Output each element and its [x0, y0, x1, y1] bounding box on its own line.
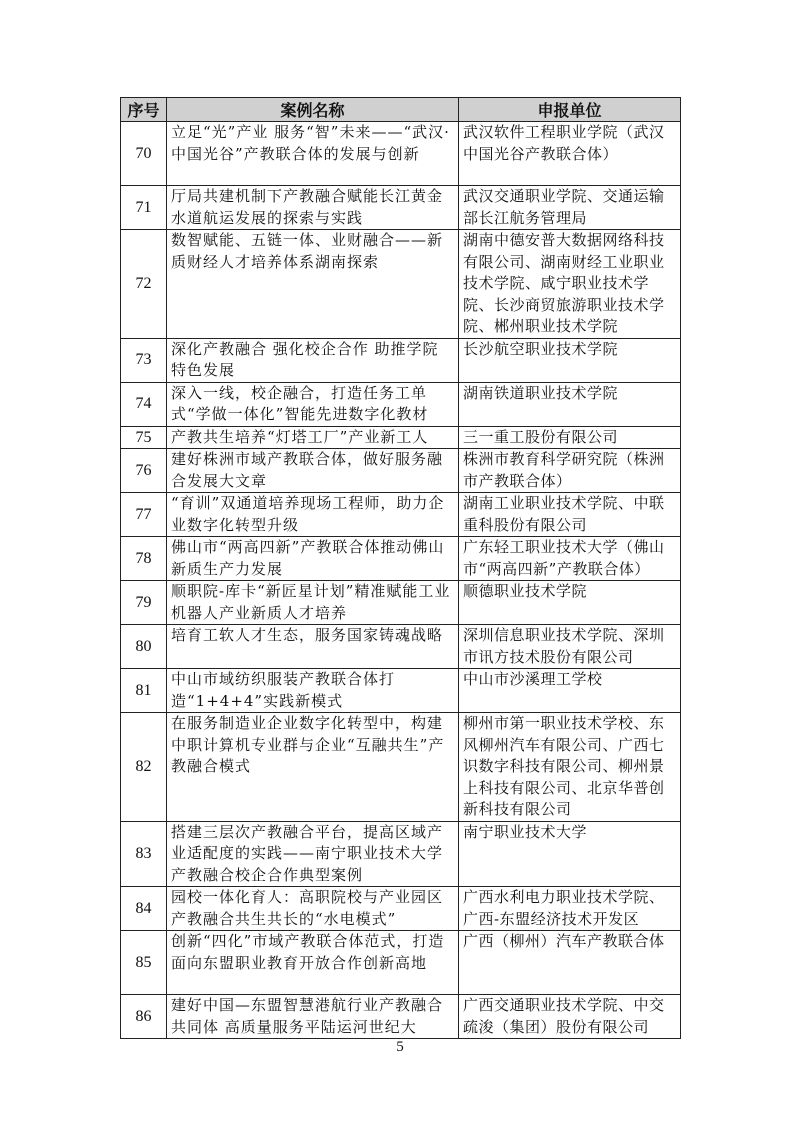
applicant-unit: 广西交通职业技术学院、中交疏浚（集团）股份有限公司	[459, 995, 681, 1039]
row-number: 86	[121, 995, 167, 1039]
applicant-unit: 长沙航空职业技术学院	[459, 338, 681, 382]
applicant-unit: 中山市沙溪理工学校	[459, 669, 681, 713]
applicant-unit: 顺德职业技术学院	[459, 581, 681, 625]
row-number: 77	[121, 493, 167, 537]
row-number: 73	[121, 338, 167, 382]
case-name: 深入一线，校企融合，打造任务工单式“学做一体化”智能先进数字化教材	[167, 382, 459, 426]
table-header-row	[121, 98, 681, 122]
table-row	[121, 887, 681, 931]
header-number: 序号	[121, 98, 167, 122]
table-row	[121, 713, 681, 822]
applicant-unit: 湖南工业职业技术学院、中联重科股份有限公司	[459, 493, 681, 537]
applicant-unit: 广西（柳州）汽车产教联合体	[459, 931, 681, 995]
page-number: 5	[396, 1039, 404, 1055]
applicant-unit: 广东轻工职业技术大学（佛山市“两高四新”产教联合体）	[459, 537, 681, 581]
row-number: 79	[121, 581, 167, 625]
table-row	[121, 122, 681, 186]
applicant-unit: 湖南铁道职业技术学院	[459, 382, 681, 426]
table-row	[121, 995, 681, 1039]
table-row	[121, 493, 681, 537]
applicant-unit: 深圳信息职业技术学院、深圳市讯方技术股份有限公司	[459, 625, 681, 669]
row-number: 74	[121, 382, 167, 426]
case-name: 厅局共建机制下产教融合赋能长江黄金水道航运发展的探索与实践	[167, 186, 459, 230]
case-name: 建好中国—东盟智慧港航行业产教融合共同体 高质量服务平陆运河世纪大	[167, 995, 459, 1039]
case-name: 数智赋能、五链一体、业财融合——新质财经人才培养体系湖南探索	[167, 230, 459, 339]
case-name: “育训”双通道培养现场工程师，助力企业数字化转型升级	[167, 493, 459, 537]
row-number: 72	[121, 230, 167, 339]
applicant-unit: 湖南中德安普大数据网络科技有限公司、湖南财经工业职业技术学院、咸宁职业技术学院、长沙商贸旅游职业技术学院、郴州职业技术学院	[459, 230, 681, 339]
case-name: 搭建三层次产教融合平台，提高区域产业适配度的实践——南宁职业技术大学产教融合校企合作典型案例	[167, 821, 459, 887]
case-name: 立足“光”产业 服务“智”未来——“武汉·中国光谷”产教联合体的发展与创新	[167, 122, 459, 186]
row-number: 70	[121, 122, 167, 186]
case-table	[120, 97, 681, 1039]
applicant-unit: 株洲市教育科学研究院（株洲市产教联合体）	[459, 449, 681, 493]
table-row	[121, 537, 681, 581]
row-number: 76	[121, 449, 167, 493]
header-case-name: 案例名称	[167, 98, 459, 122]
row-number: 81	[121, 669, 167, 713]
table-row	[121, 581, 681, 625]
applicant-unit: 三一重工股份有限公司	[459, 426, 681, 449]
table-row	[121, 186, 681, 230]
case-name: 佛山市“两高四新”产教联合体推动佛山新质生产力发展	[167, 537, 459, 581]
table-row	[121, 669, 681, 713]
row-number: 80	[121, 625, 167, 669]
table-row	[121, 338, 681, 382]
row-number: 85	[121, 931, 167, 995]
applicant-unit: 武汉软件工程职业学院（武汉中国光谷产教联合体）	[459, 122, 681, 186]
case-name: 创新“四化”市域产教联合体范式，打造面向东盟职业教育开放合作创新高地	[167, 931, 459, 995]
table-row	[121, 821, 681, 887]
applicant-unit: 武汉交通职业学院、交通运输部长江航务管理局	[459, 186, 681, 230]
case-name: 深化产教融合 强化校企合作 助推学院特色发展	[167, 338, 459, 382]
case-name: 培育工软人才生态，服务国家铸魂战略	[167, 625, 459, 669]
case-name: 园校一体化育人：高职院校与产业园区产教融合共生共长的“水电模式”	[167, 887, 459, 931]
case-name: 顺职院-库卡“新匠星计划”精准赋能工业机器人产业新质人才培养	[167, 581, 459, 625]
applicant-unit: 南宁职业技术大学	[459, 821, 681, 887]
header-applicant-unit: 申报单位	[459, 98, 681, 122]
row-number: 78	[121, 537, 167, 581]
applicant-unit: 广西水利电力职业技术学院、广西-东盟经济技术开发区	[459, 887, 681, 931]
row-number: 75	[121, 426, 167, 449]
case-name: 产教共生培养“灯塔工厂”产业新工人	[167, 426, 459, 449]
row-number: 82	[121, 713, 167, 822]
table-row	[121, 382, 681, 426]
applicant-unit: 柳州市第一职业技术学校、东风柳州汽车有限公司、广西七识数字科技有限公司、柳州景上科技有限公司、北京华普创新科技有限公司	[459, 713, 681, 822]
case-name: 中山市域纺织服装产教联合体打造“1+4+4”实践新模式	[167, 669, 459, 713]
table-row	[121, 625, 681, 669]
row-number: 84	[121, 887, 167, 931]
case-name: 建好株洲市域产教联合体，做好服务融合发展大文章	[167, 449, 459, 493]
table-row	[121, 931, 681, 995]
row-number: 83	[121, 821, 167, 887]
row-number: 71	[121, 186, 167, 230]
table-row	[121, 449, 681, 493]
case-name: 在服务制造业企业数字化转型中，构建中职计算机专业群与企业“互融共生”产教融合模式	[167, 713, 459, 822]
table-row	[121, 426, 681, 449]
table-row	[121, 230, 681, 339]
